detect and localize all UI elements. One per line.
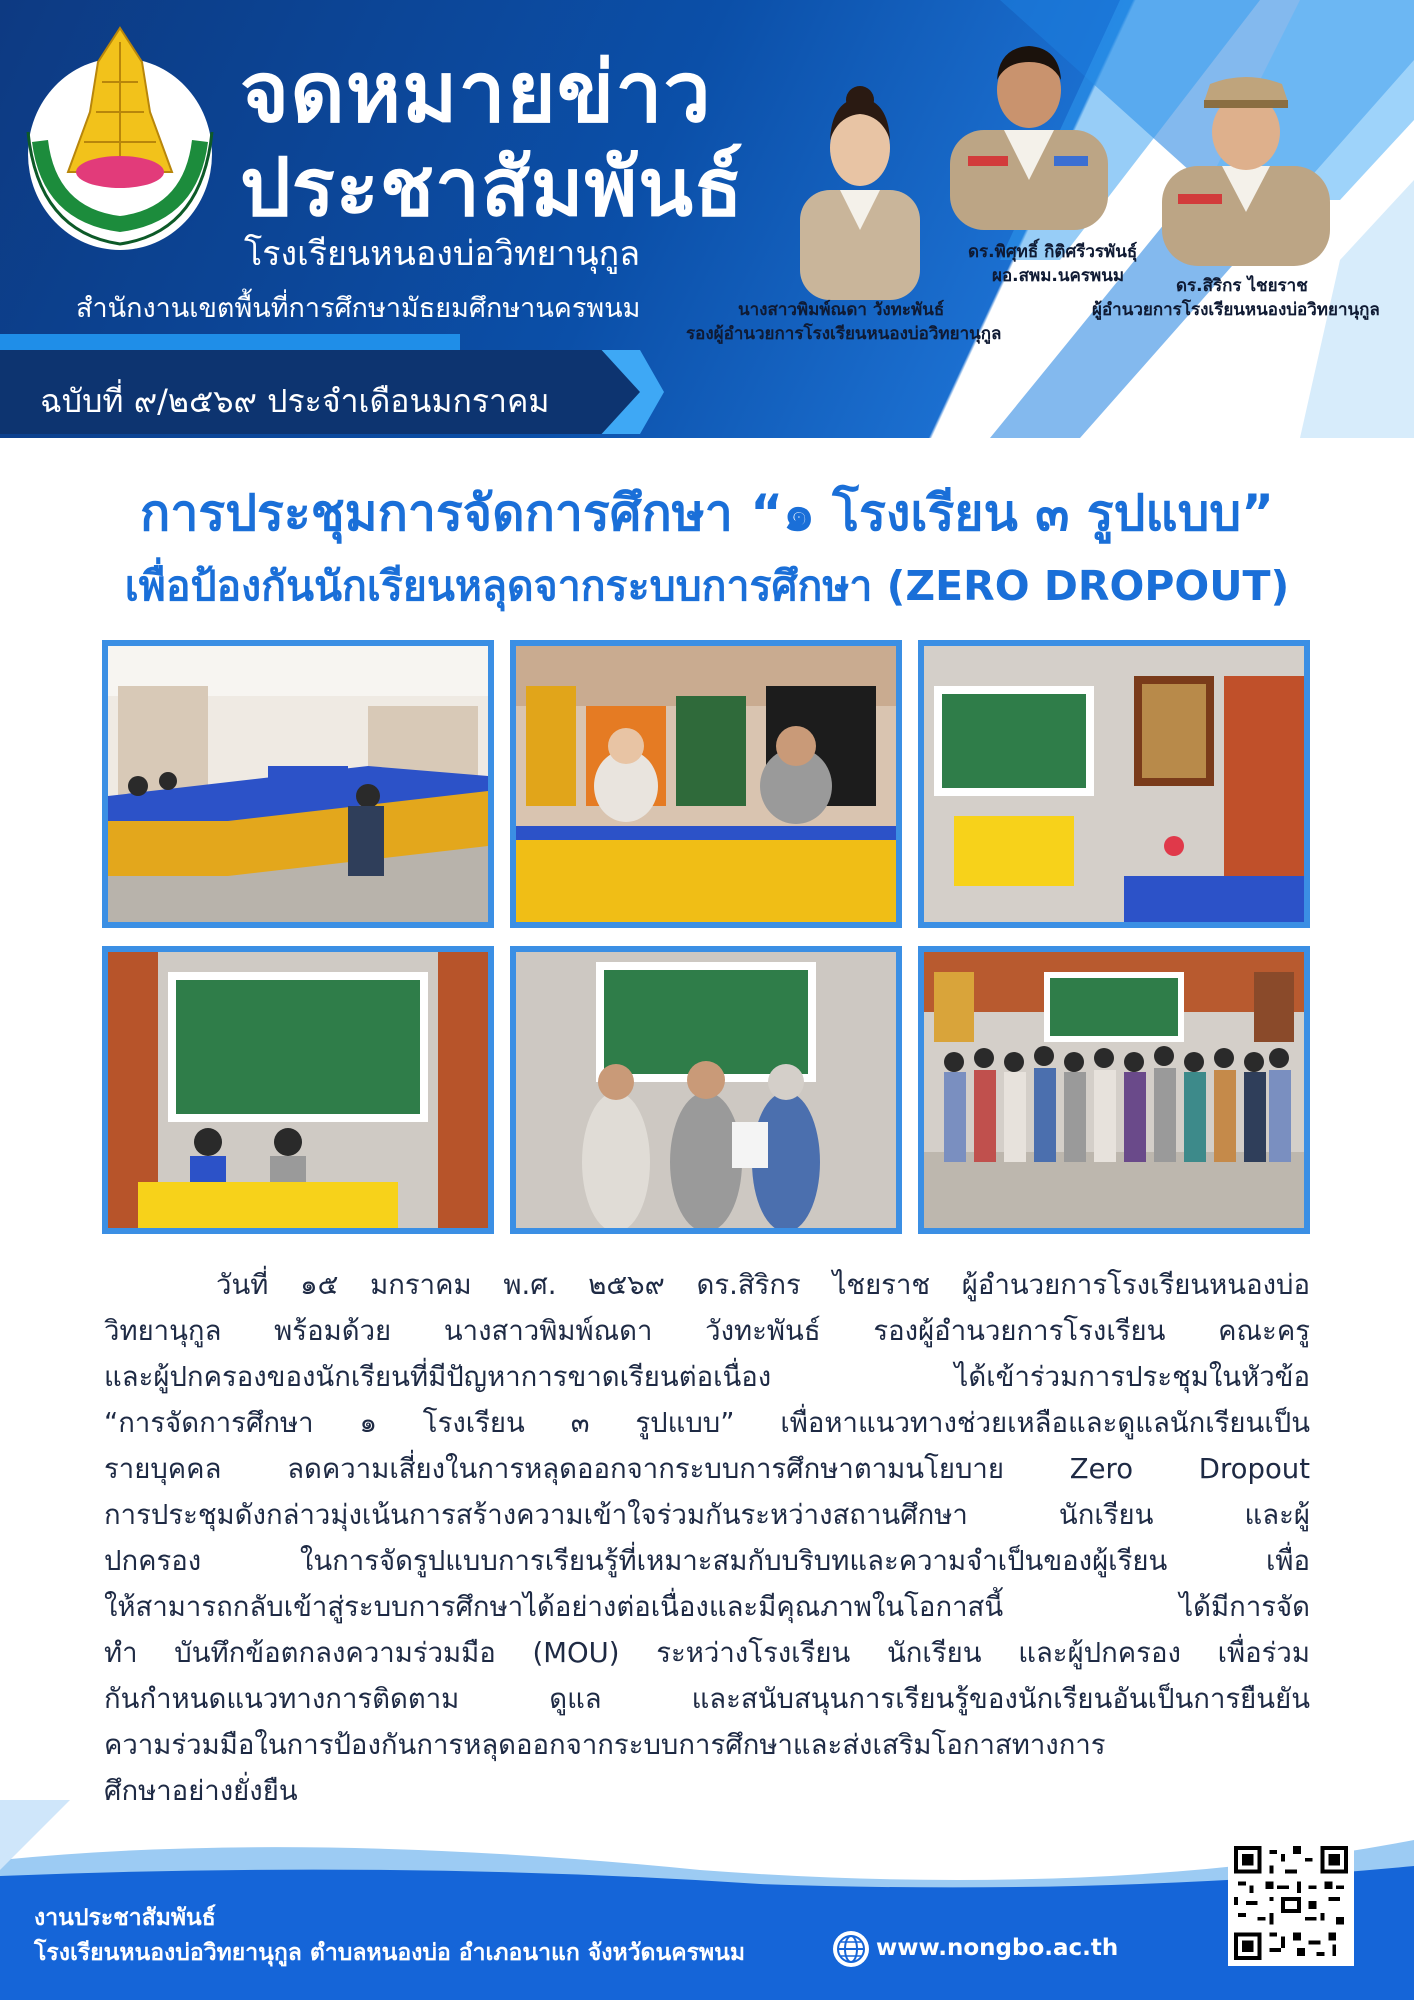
area-director-role: ผอ.สพม.นครพนม — [992, 266, 1125, 286]
article-line: ทำ บันทึกข้อตกลงความร่วมมือ (MOU) ระหว่างโรงเรียน นักเรียน และผู้ปกครอง เพื่อร่วม — [104, 1637, 1310, 1669]
article-line: ศึกษาอย่างยั่งยืน — [104, 1775, 298, 1807]
deputy-director-role: รองผู้อำนวยการโรงเรียนหนองบ่อวิทยานุกูล — [686, 324, 1002, 344]
portrait-deputy-director — [790, 70, 930, 300]
article-line: วิทยานุกูล พร้อมด้วย นางสาวพิมพ์ณดา วังทะพันธ์ รองผู้อำนวยการโรงเรียน คณะครู — [104, 1315, 1310, 1347]
article-line: ให้สามารถกลับเข้าสู่ระบบการศึกษาได้อย่างต่อเนื่องและมีคุณภาพในโอกาสนี้ ได้มีการจัด — [104, 1591, 1310, 1623]
article-line: ปกครอง ในการจัดรูปแบบการเรียนรู้ที่เหมาะสมกับบริบทและความจำเป็นของผู้เรียน เพื่อ — [104, 1545, 1310, 1577]
presiding-officers-photo — [510, 640, 902, 928]
portrait-school-director — [1156, 66, 1336, 266]
footer-department: งานประชาสัมพันธ์ — [34, 1905, 216, 1931]
area-director-name: ดร.พิศุทธิ์ กิติศรีวรพันธุ์ — [968, 242, 1138, 262]
article-line: การประชุมดังกล่าวมุ่งเน้นการสร้างความเข้าใจร่วมกันระหว่างสถานศึกษา นักเรียน และผู้ — [104, 1499, 1310, 1531]
group-photo — [918, 946, 1310, 1234]
meeting-room-image — [108, 646, 488, 922]
article-line: วันที่ ๑๕ มกราคม พ.ศ. ๒๕๖๙ ดร.สิริกร ไชยราช ผู้อำนวยการโรงเรียนหนองบ่อ — [216, 1269, 1310, 1301]
school-director-role: ผู้อำนวยการโรงเรียนหนองบ่อวิทยานุกูล — [1092, 300, 1380, 320]
article-line: กันกำหนดแนวทางการติดตาม ดูแล และสนับสนุนการเรียนรู้ของนักเรียนอันเป็นการยืนยัน — [104, 1683, 1310, 1715]
signing-table-photo — [102, 946, 494, 1234]
document-handover-image — [516, 952, 896, 1228]
portrait-area-director — [944, 30, 1114, 230]
group-image — [924, 952, 1304, 1228]
office-name: สำนักงานเขตพื้นที่การศึกษามัธยมศึกษานครพนม — [76, 293, 641, 324]
photo-grid — [102, 640, 1312, 1238]
footer-address: โรงเรียนหนองบ่อวิทยานุกูล ตำบลหนองบ่อ อำเภอนาแก จังหวัดนครพนม — [34, 1940, 745, 1966]
article-line: ความร่วมมือในการป้องกันการหลุดออกจากระบบการศึกษาและส่งเสริมโอกาสทางการ — [104, 1729, 1106, 1761]
projector-stage-image — [924, 646, 1304, 922]
article-line: “การจัดการศึกษา ๑ โรงเรียน ๓ รูปแบบ” เพื่อหาแนวทางช่วยเหลือและดูแลนักเรียนเป็น — [104, 1407, 1310, 1439]
article-line: และผู้ปกครองของนักเรียนที่มีปัญหาการขาดเรียนต่อเนื่อง ได้เข้าร่วมการประชุมในหัวข้อ — [104, 1361, 1310, 1393]
issue-number: ฉบับที่ ๙/๒๕๖๙ ประจำเดือนมกราคม — [40, 382, 550, 420]
article-line: รายบุคคล ลดความเสี่ยงในการหลุดออกจากระบบการศึกษาตามนโยบาย Zero Dropout — [104, 1453, 1310, 1485]
school-name: โรงเรียนหนองบ่อวิทยานุกูล — [244, 234, 641, 274]
website-link[interactable]: www.nongbo.ac.th — [876, 1935, 1119, 1961]
person-area-director — [944, 30, 1114, 250]
newsletter-subtitle: ประชาสัมพันธ์ — [240, 141, 744, 234]
person-school-director — [1156, 66, 1336, 276]
school-director-name: ดร.สิริกร ไชยราช — [1176, 276, 1308, 296]
school-logo — [22, 22, 218, 254]
presiding-officers-image — [516, 646, 896, 922]
deputy-director-name: นางสาวพิมพ์ณดา วังทะพันธ์ — [738, 300, 945, 320]
qr-code[interactable] — [1228, 1840, 1354, 1966]
headline-main: การประชุมการจัดการศึกษา “๑ โรงเรียน ๓ รูปแบบ” — [140, 484, 1274, 542]
article-body — [104, 1262, 1310, 1814]
projector-stage-photo — [918, 640, 1310, 928]
signing-table-image — [108, 952, 488, 1228]
headline-sub: เพื่อป้องกันนักเรียนหลุดจากระบบการศึกษา (ZERO DROPOUT) — [124, 562, 1290, 610]
newsletter-title: จดหมายข่าว — [240, 43, 712, 141]
globe-icon — [832, 1930, 870, 1968]
meeting-room-photo — [102, 640, 494, 928]
document-handover-photo — [510, 946, 902, 1234]
qr-code-icon — [1234, 1846, 1348, 1960]
footer-wave — [0, 1800, 1414, 1890]
